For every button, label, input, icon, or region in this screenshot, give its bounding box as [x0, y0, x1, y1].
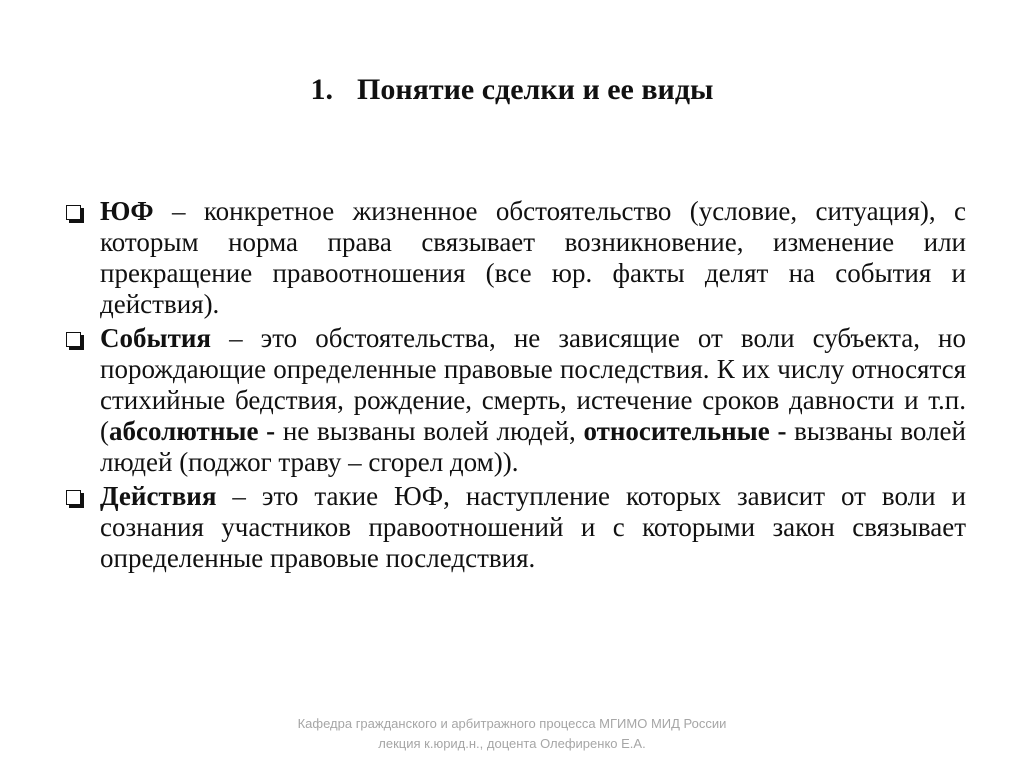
bullet-text: [100, 481, 966, 573]
bullet-body: – это такие ЮФ, наступление которых зависит от воли и сознания участников правоотношений и с которыми закон связывает определенные правовые последствия.: [100, 481, 966, 573]
footer-line-department: Кафедра гражданского и арбитражного процесса МГИМО МИД России: [297, 716, 727, 731]
bullet-term: ЮФ: [100, 196, 154, 226]
bullet-text: [100, 196, 966, 319]
checkbox-icon: [66, 332, 81, 347]
bullet-item-events: [64, 323, 966, 478]
bullet-subtext-relative: вызваны волей людей (поджог траву – сгорел дом)).: [100, 416, 966, 477]
checkbox-icon: [66, 205, 81, 220]
bullet-list: [64, 196, 966, 577]
bullet-subterm-absolute: абсолютные -: [109, 416, 276, 446]
bullet-body: – конкретное жизненное обстоятельство (условие, ситуация), с которым норма права связывает возникновение, изменение или прекращение правоотношения (все юр. факты делят на события и действия).: [100, 196, 966, 319]
bullet-subterm-relative: относительные -: [583, 416, 787, 446]
bullet-item-actions: [64, 481, 966, 574]
bullet-term: События: [100, 323, 212, 353]
bullet-text: [100, 323, 966, 477]
bullet-body: – это обстоятельства, не зависящие от воли субъекта, но порождающие определенные правовые последствия. К их числу относятся стихийные бедствия, рождение, смерть, истечение сроков давности и т.п. (: [100, 323, 966, 446]
footer-line-lecturer: лекция к.юрид.н., доцента Олефиренко Е.А.: [378, 736, 646, 751]
bullet-item-uf: [64, 196, 966, 320]
title-text: Понятие сделки и ее виды: [357, 73, 714, 106]
bullet-term: Действия: [100, 481, 217, 511]
bullet-subtext-absolute: не вызваны волей людей,: [275, 416, 584, 446]
checkbox-icon: [66, 490, 81, 505]
title-number: 1.: [310, 73, 334, 106]
slide-title: [0, 70, 1024, 110]
slide-footer: [0, 714, 1024, 754]
